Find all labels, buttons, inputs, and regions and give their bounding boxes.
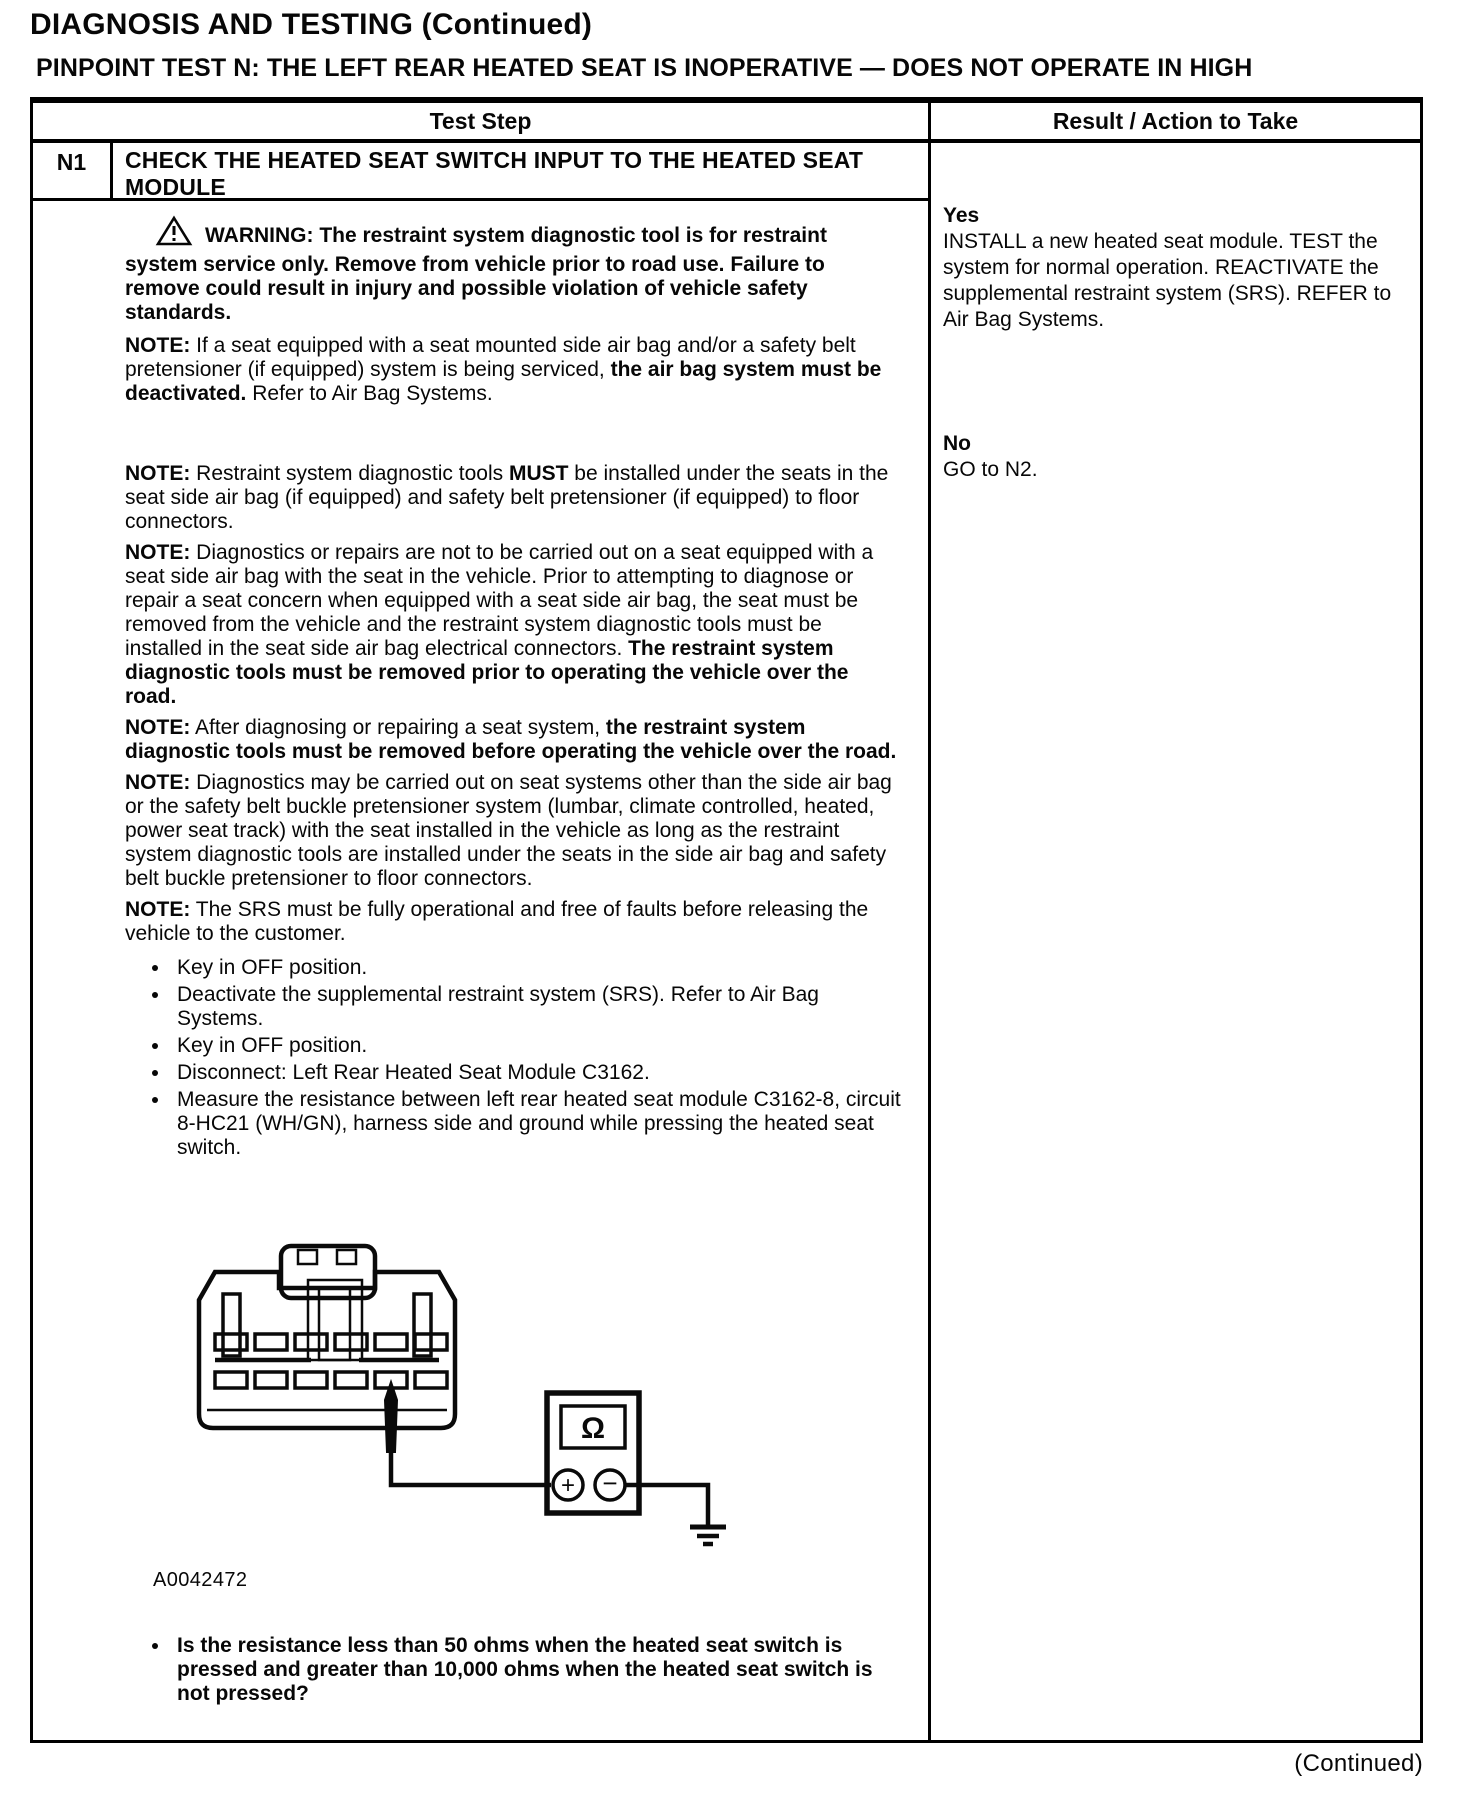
column-header-test-step: Test Step [33, 103, 928, 143]
ohm-symbol: Ω [580, 1412, 606, 1445]
step-id-cell: N1 [33, 143, 113, 201]
continued-footer: (Continued) [1294, 1750, 1423, 1777]
pinpoint-test-table [30, 97, 1423, 1743]
connector-multimeter-diagram [131, 1238, 906, 1562]
note-paragraph: NOTE: After diagnosing or repairing a seat system, the restraint system diagnostic tools must be removed before operating the vehicle over the road. [125, 716, 897, 763]
question-list [125, 1634, 906, 1706]
note-paragraph: NOTE: If a seat equipped with a seat mounted side air bag and/or a safety belt pretensioner (if equipped) system is being serviced, the air bag system must be deactivated. Refer to Air Bag Systems. [125, 334, 882, 405]
plus-terminal-label: + [560, 1472, 576, 1499]
list-item: • Disconnect: Left Rear Heated Seat Module C3162. [171, 1061, 906, 1085]
result-no-text: GO to N2. [943, 458, 1038, 481]
note-paragraph: NOTE: The SRS must be fully operational and free of faults before releasing the vehicle to the customer. [125, 898, 869, 945]
result-yes-block [943, 203, 1412, 333]
note-paragraph: NOTE: Restraint system diagnostic tools MUST be installed under the seats in the seat side air bag (if equipped) and safety belt pretensioner (if equipped) to floor connectors. [125, 462, 889, 533]
page-subheading: PINPOINT TEST N: THE LEFT REAR HEATED SEAT IS INOPERATIVE — DOES NOT OPERATE IN HIGH [36, 54, 1253, 82]
page-heading: DIAGNOSIS AND TESTING (Continued) [30, 8, 593, 41]
question-text: • Is the resistance less than 50 ohms when the heated seat switch is pressed and greater than 10,000 ohms when the heated seat switch is not pressed? [171, 1634, 906, 1706]
result-no-label: No [943, 432, 971, 455]
minus-terminal-label: − [602, 1468, 618, 1498]
procedure-list [125, 956, 906, 1160]
list-item: • Key in OFF position. [171, 1034, 906, 1058]
note-paragraph: NOTE: Diagnostics may be carried out on seat systems other than the side air bag or the safety belt buckle pretensioner system (lumbar, climate controlled, heated, power seat track) with the seat installed in the vehicle as long as the restraint system diagnostic tools are installed under the seats in the side air bag and safety belt buckle pretensioner to floor connectors. [125, 771, 892, 890]
test-step-cell [33, 201, 928, 1740]
note-paragraph: NOTE: Diagnostics or repairs are not to be carried out on a seat equipped with a seat side air bag with the seat in the vehicle. Prior to attempting to diagnose or repair a seat concern when equipped with a seat side air bag, the seat must be removed from the vehicle and the restraint system diagnostic tools must be installed in the seat side air bag electrical connectors. The restraint system diagnostic tools must be removed prior to operating the vehicle over the road. [125, 541, 874, 708]
result-yes-label: Yes [943, 204, 980, 227]
warning-paragraph [125, 215, 900, 325]
figure-label: A0042472 [153, 1569, 248, 1591]
warning-triangle-icon [155, 215, 193, 253]
list-item: • Measure the resistance between left rear heated seat module C3162-8, circuit 8-HC21 (WH/GN), harness side and ground while pressing the heated seat switch. [171, 1088, 906, 1160]
column-header-result-action: Result / Action to Take [928, 103, 1420, 143]
result-yes-text: INSTALL a new heated seat module. TEST the system for normal operation. REACTIVATE the supplemental restraint system (SRS). REFER to Air Bag Systems. [943, 230, 1392, 331]
list-item: • Deactivate the supplemental restraint system (SRS). Refer to Air Bag Systems. [171, 983, 906, 1031]
result-no-block [943, 431, 1412, 483]
step-title: CHECK THE HEATED SEAT SWITCH INPUT TO THE HEATED SEAT MODULE [113, 143, 928, 201]
result-action-cell [928, 143, 1420, 1740]
warning-text: WARNING: The restraint system diagnostic tool is for restraint system service only. Remove from vehicle prior to road use. Failure to remove could result in injury and possible violation of vehicle safety standards. [125, 224, 827, 324]
list-item: • Key in OFF position. [171, 956, 906, 980]
